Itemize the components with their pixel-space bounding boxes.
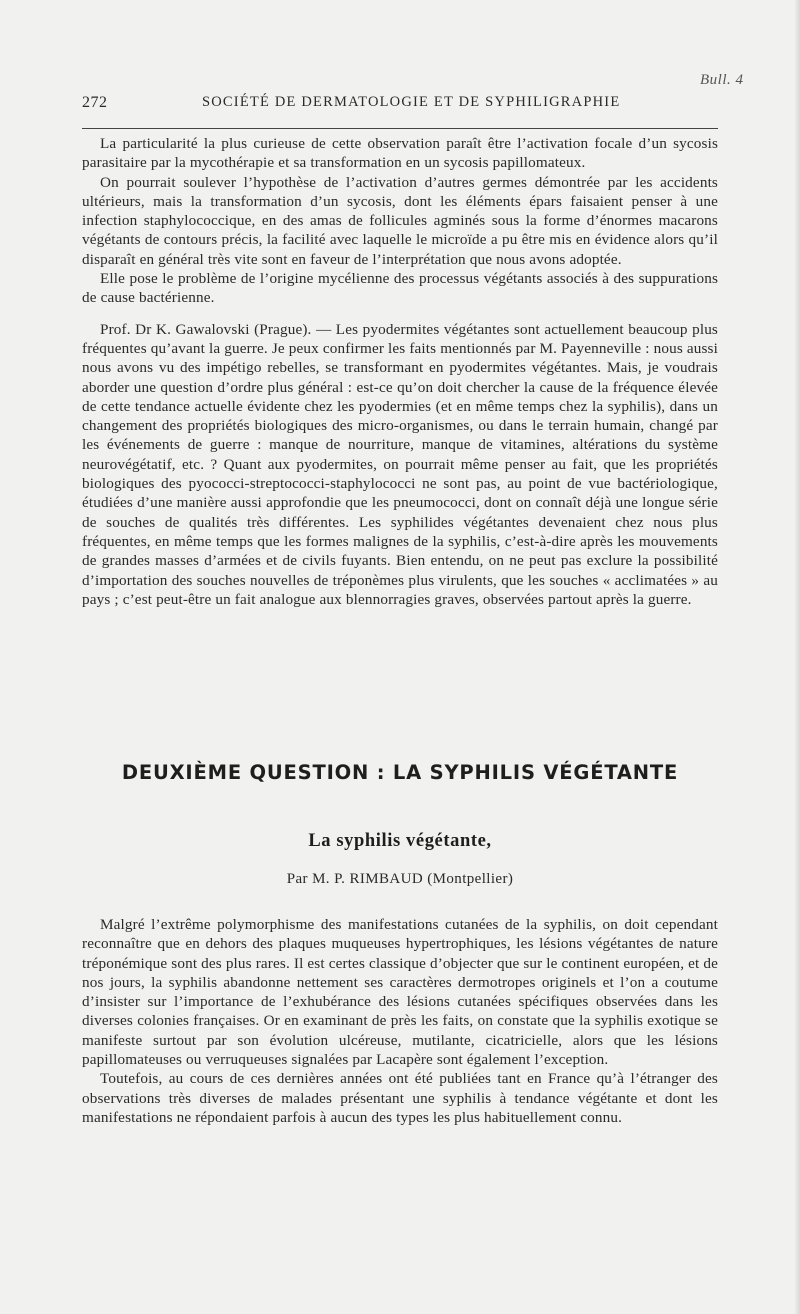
page-edge-shadow [794,0,800,1314]
question-heading: DEUXIÈME QUESTION : LA SYPHILIS VÉGÉTANTE [121,761,679,784]
paragraph: La particularité la plus curieuse de cette observation paraît être l’activation focale d’un sycosis parasitaire par la mycothérapie et sa transformation en un sycosis papillomateux. [82,135,718,172]
paragraph: Malgré l’extrême polymorphisme des manifestations cutanées de la syphilis, on doit cependant reconnaître que en dehors des plaques muqueuses hypertrophiques, les lésions végétantes de nature tréponémique sont des plus rares. Il est certes classique d’objecter que sur le continent européen, et de nos jours, la syphilis abandonne nettement ses caractères dermotropes originels et l’on a coutume d’insister sur l’importance de l’exhubérance des lésions cutanées spécifiques observées dans les diverses colonies françaises. Or en examinant de près les faits, on constate que la syphilis exotique se manifeste surtout par son évolution ulcéreuse, mutilante, cicatricielle, alors que les lésions papillomateuses ou verruqueuses signalées par Lacapère sont également l’exception. [82,916,718,1069]
header-rule [82,128,718,129]
paragraph: Toutefois, au cours de ces dernières années ont été publiées tant en France qu’à l’étranger des observations très diverses de malades présentant une syphilis à tendance végétante et dont les manifestations ne répondaient parfois à aucun des types les plus habituellement connu. [82,1070,718,1126]
article-title: La syphilis végétante, [308,831,492,851]
section-1-text [82,134,718,609]
handwritten-note: Bull. 4 [700,72,744,88]
paragraph: Elle pose le problème de l’origine mycélienne des processus végétants associés à des suppurations de cause bactérienne. [82,270,718,307]
running-header [82,94,718,118]
paragraph: Prof. Dr K. Gawalovski (Prague). — Les pyodermites végétantes sont actuellement beaucoup plus fréquentes qu’avant la guerre. Je peux confirmer les faits mentionnés par M. Payenneville : nous aussi nous avons vu des impétigo rebelles, se transformant en pyodermites végétantes. Mais, je voudrais aborder une question d’ordre plus général : est-ce qu’on doit chercher la cause de la fréquence élevée de cette tendance actuelle évidente chez les pyodermies (et en même temps chez la syphilis), dans un changement des propriétés biologiques des micro-organismes, ou dans le terrain humain, changé par les événements de guerre : manque de nourriture, manque de vitamines, altérations du système neurovégétatif, etc. ? Quant aux pyodermites, on pourrait même penser au fait, que les propriétés biologiques des pyococci-streptococci-staphylococci ne sont pas, au point de vue bactériologique, étudiées d’une manière aussi approfondie que les pneumococci, dont on connaît déjà une longue série de souches de qualités très différentes. Les syphilides végétantes devenaient chez nous plus fréquentes, en même temps que les formes malignes de la syphilis, c’est-à-dire après les mouvements de grandes masses d’armées et de civils fuyants. Bien entendu, on ne peut pas exclure la possibilité d’importation des souches nouvelles de tréponèmes plus virulents, que les souches « acclimatées » au pays ; c’est peut-être un fait analogue aux blennorragies graves, observées partout après la guerre. [82,320,718,608]
section-2-text [82,915,718,1127]
author-byline: Par M. P. RIMBAUD (Montpellier) [286,871,514,887]
running-title: SOCIÉTÉ DE DERMATOLOGIE ET DE SYPHILIGRAPHIE [202,94,621,110]
page-number: 272 [82,94,108,111]
paragraph: On pourrait soulever l’hypothèse de l’activation d’autres germes démontrée par les accidents ultérieurs, mais la transformation d’un sycosis, dont les éléments épars faisaient penser à une infection staphylococcique, en des amas de follicules agminés sous la forme d’énormes macarons végétants de contours précis, la facilité avec laquelle le microïde a pu être mis en évidence alors qu’il disparaît en général très vite sont en faveur de l’interprétation que nous avons adoptée. [82,173,718,268]
